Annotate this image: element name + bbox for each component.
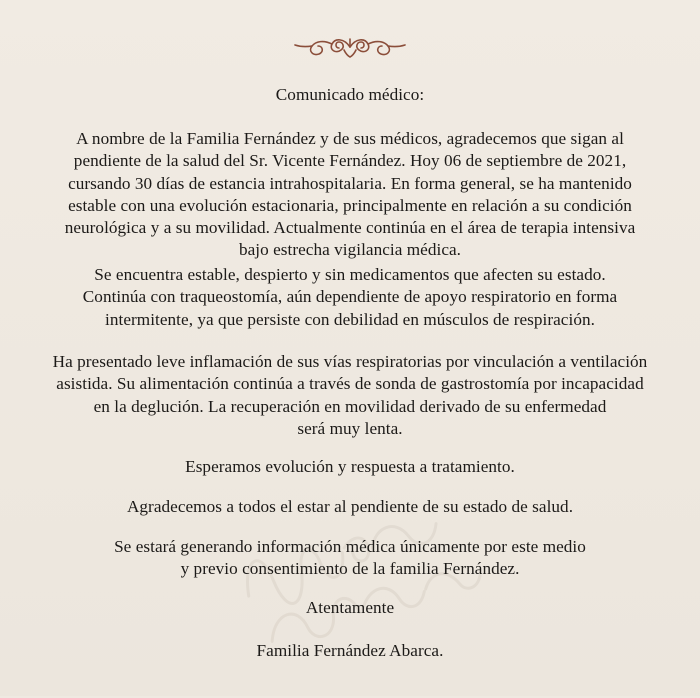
paragraph-5 bbox=[20, 496, 680, 518]
paragraph-line: neurológica y a su movilidad. Actualmente continúa en el área de terapia intensiva bbox=[64, 218, 636, 238]
closing-line bbox=[20, 597, 680, 619]
paragraph-line: Continúa con traqueostomía, aún dependiente de apoyo respiratorio en forma bbox=[82, 287, 618, 307]
signature-line bbox=[20, 640, 680, 662]
paragraph-line: Ha presentado leve inflamación de sus vías respiratorias por vinculación a ventilación bbox=[52, 352, 648, 371]
paragraph-4 bbox=[20, 456, 680, 478]
paragraph-line: pendiente de la salud del Sr. Vicente Fernández. Hoy 06 de septiembre de 2021, bbox=[73, 151, 627, 171]
paragraph-3 bbox=[20, 351, 680, 440]
paragraph-line: en la deglución. La recuperación en movilidad derivado de su enfermedad bbox=[93, 396, 607, 416]
paragraph-line: asistida. Su alimentación continúa a través de sonda de gastrostomía por incapacidad bbox=[56, 374, 644, 394]
paragraph-line: Se encuentra estable, despierto y sin medicamentos que afecten su estado. bbox=[94, 265, 606, 284]
paragraph-line: será muy lenta. bbox=[297, 418, 403, 438]
notice-heading bbox=[20, 84, 680, 106]
closing-text: Atentamente bbox=[305, 598, 395, 617]
paragraph-line: cursando 30 días de estancia intrahospitalaria. En forma general, se ha mantenido bbox=[68, 173, 632, 193]
signature-text: Familia Fernández Abarca. bbox=[256, 641, 444, 660]
heading-line: Comunicado médico: bbox=[275, 85, 425, 104]
flourish-ornament-icon bbox=[292, 30, 408, 64]
paragraph-line: Se estará generando información médica únicamente por este medio bbox=[114, 537, 586, 556]
paragraph-1 bbox=[20, 128, 680, 262]
paragraph-line: estable con una evolución estacionaria, principalmente en relación a su condición bbox=[68, 195, 632, 215]
paragraph-line: Agradecemos a todos el estar al pendiente de su estado de salud. bbox=[126, 497, 574, 516]
paragraph-6 bbox=[20, 536, 680, 581]
paragraph-line: y previo consentimiento de la familia Fernández. bbox=[180, 559, 520, 579]
paragraph-line: intermitente, ya que persiste con debilidad en músculos de respiración. bbox=[105, 309, 595, 329]
paragraph-2 bbox=[20, 264, 680, 331]
paragraph-line: A nombre de la Familia Fernández y de sus médicos, agradecemos que sigan al bbox=[76, 129, 624, 148]
paragraph-line: Esperamos evolución y respuesta a tratamiento. bbox=[185, 457, 515, 476]
paragraph-line: bajo estrecha vigilancia médica. bbox=[238, 240, 462, 260]
